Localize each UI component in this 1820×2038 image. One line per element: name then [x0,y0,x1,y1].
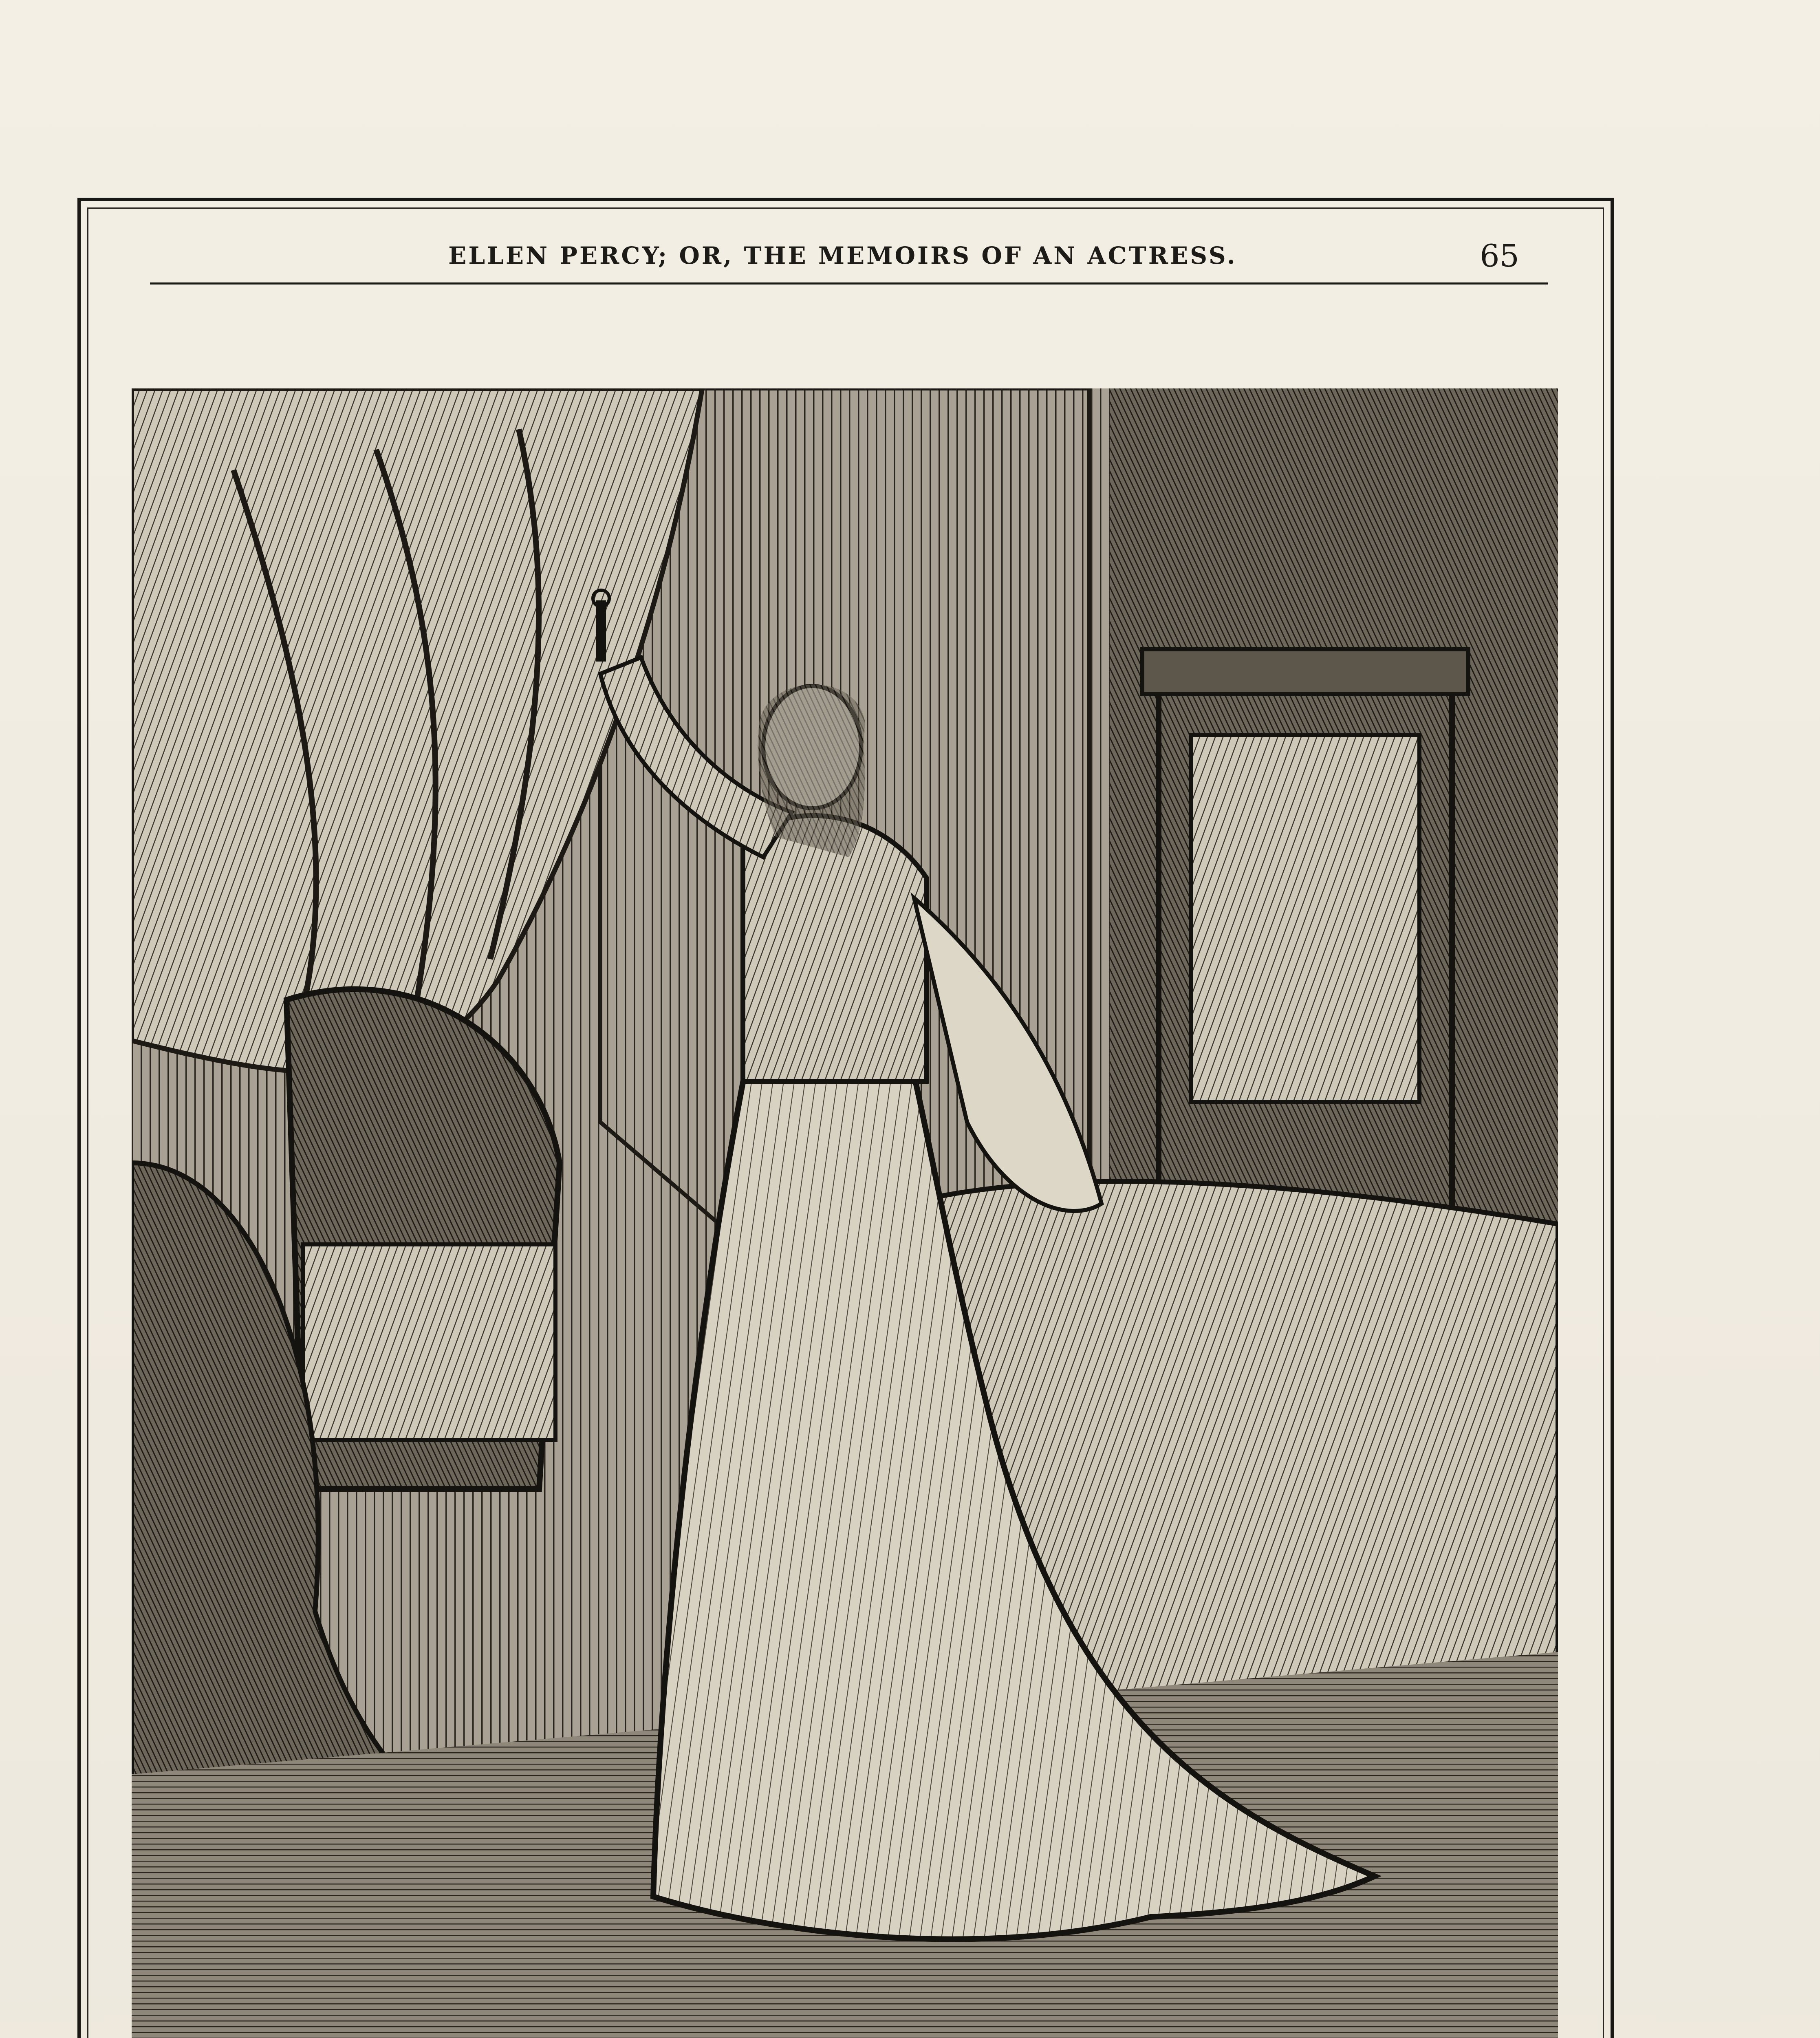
running-title: ELLEN PERCY; OR, THE MEMOIRS OF AN ACTRESS. [448,242,1237,269]
engraving-woman-holding-key-in-bedchamber-icon [132,388,1558,2038]
running-head [154,234,1531,282]
page-border-frame [77,198,1614,2038]
page-number: 65 [1480,238,1519,274]
engraving-illustration [132,388,1558,2038]
header-rule [150,282,1548,285]
